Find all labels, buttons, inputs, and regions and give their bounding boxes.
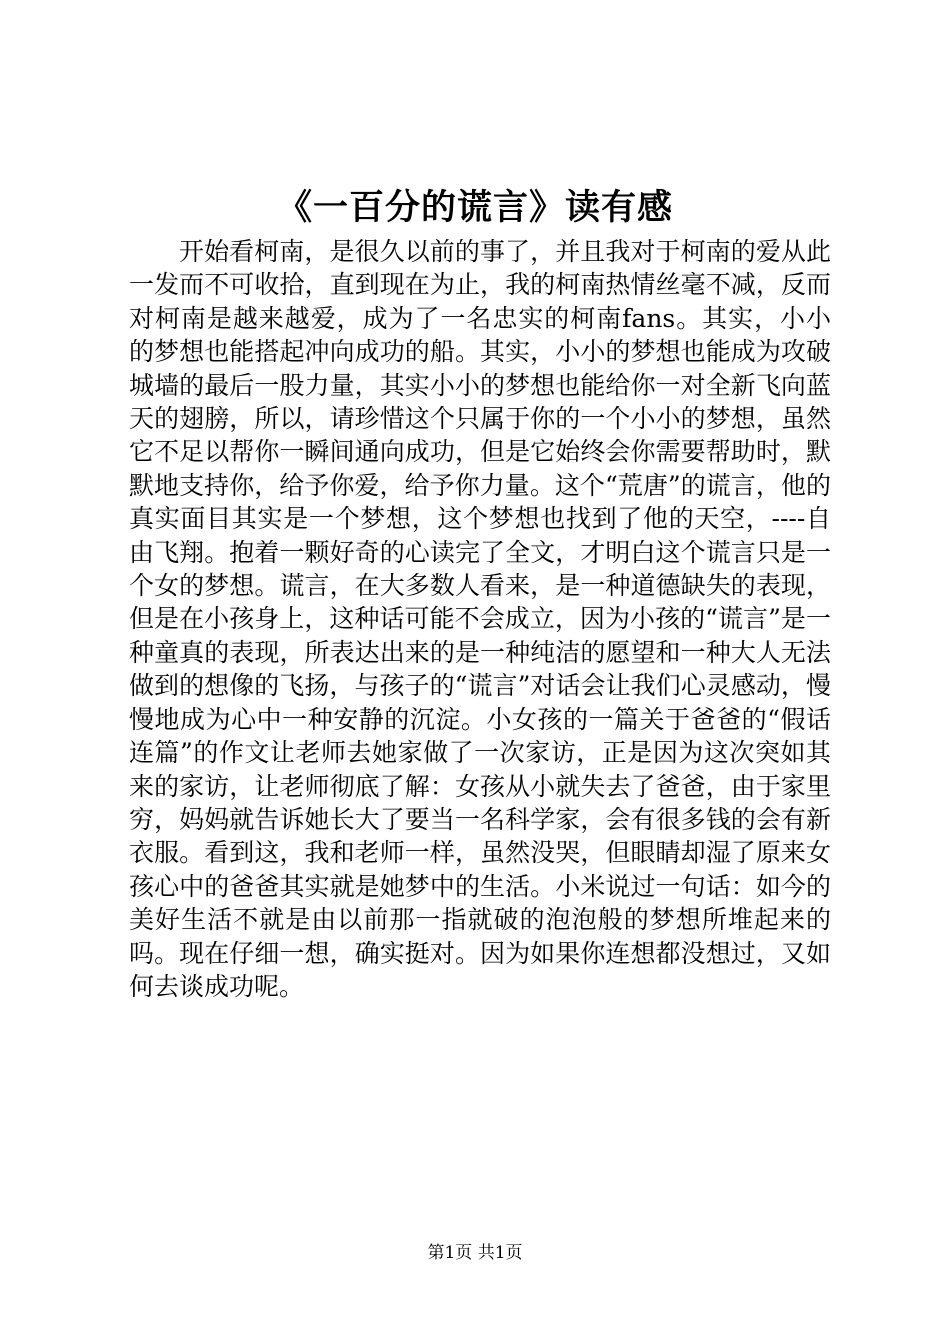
page-footer: 第1页 共1页 (427, 1243, 523, 1263)
document-title: 《一百分的谎言》读有感 (276, 187, 673, 228)
document-body-paragraph: 开始看柯南，是很久以前的事了，并且我对于柯南的爱从此一发而不可收拾，直到现在为止，我的柯南热情丝毫不减，反而对柯南是越来越爱，成为了一名忠实的柯南fans。其实，小小的梦想也能搭起冲向成功的船。其实，小小的梦想也能成为攻破城墙的最后一股力量，其实小小的梦想也能给你一对全新飞向蓝天的翅膀，所以，请珍惜这个只属于你的一个小小的梦想，虽然它不足以帮你一瞬间通向成功，但是它始终会你需要帮助时，默默地支持你，给予你爱，给予你力量。这个“荒唐”的谎言，他的真实面目其实是一个梦想，这个梦想也找到了他的天空，----自由飞翔。抱着一颗好奇的心读完了全文，才明白这个谎言只是一个女的梦想。谎言，在大多数人看来，是一种道德缺失的表现，但是在小孩身上，这种话可能不会成立，因为小孩的“谎言”是一种童真的表现，所表达出来的是一种纯洁的愿望和一种大人无法做到的想像的飞扬，与孩子的“谎言”对话会让我们心灵感动，慢慢地成为心中一种安静的沉淀。小女孩的一篇关于爸爸的“假话连篇”的作文让老师去她家做了一次家访，正是因为这次突如其来的家访，让老师彻底了解：女孩从小就失去了爸爸，由于家里穷，妈妈就告诉她长大了要当一名科学家，会有很多钱的会有新衣服。看到这，我和老师一样，虽然没哭，但眼睛却湿了原来女孩心中的爸爸其实就是她梦中的生活。小米说过一句话：如今的美好生活不就是由以前那一指就破的泡泡般的梦想所堆起来的吗。现在仔细一想，确实挺对。因为如果你连想都没想过，又如何去谈成功呢。 (129, 237, 831, 1001)
